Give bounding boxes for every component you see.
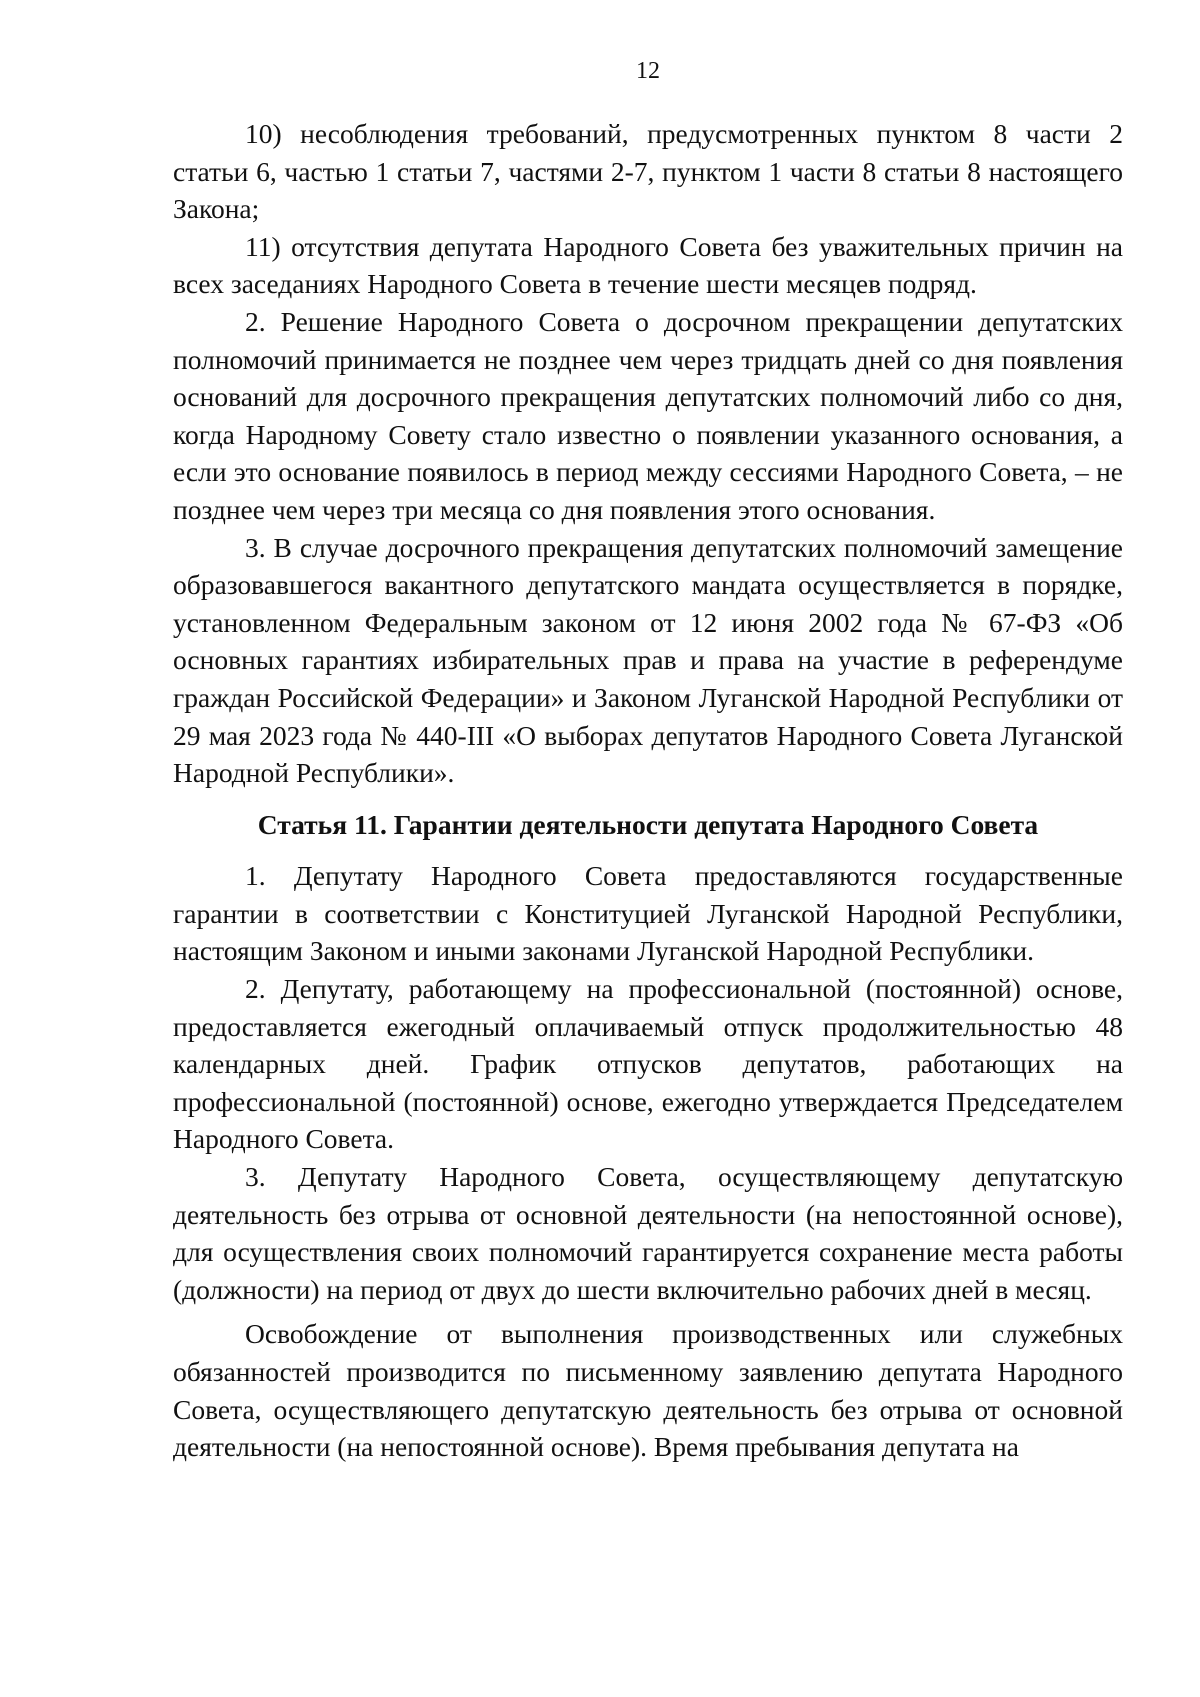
document-body xyxy=(173,115,1123,1466)
paragraph-item-11: 11) отсутствия депутата Народного Совета без уважительных причин на всех заседаниях Народного Совета в течение шести месяцев подряд. xyxy=(173,230,1123,300)
paragraph-release-from-duties: Освобождение от выполнения производственных или служебных обязанностей производится по письменному заявлению депутата Народного Совета, осуществляющего депутатскую деятельность без отрыва от основной деятельности (на непостоянной основе). Время пребывания депутата на xyxy=(173,1318,1123,1463)
paragraph-item-10: 10) несоблюдения требований, предусмотренных пунктом 8 части 2 статьи 6, частью 1 статьи 7, частями 2-7, пунктом 1 части 8 статьи 8 настоящего Закона; xyxy=(173,118,1123,225)
paragraph-article-part-3: 3. Депутату Народного Совета, осуществляющему депутатскую деятельность без отрыва от основной деятельности (на непостоянной основе), для осуществления своих полномочий гарантируется сохранение места работы (должности) на период от двух до шести включительно рабочих дней в месяц. xyxy=(173,1161,1123,1305)
paragraph-part-3: 3. В случае досрочного прекращения депутатских полномочий замещение образовавшегося вакантного депутатского мандата осуществляется в порядке, установленном Федеральным законом от 12 июня 2002 года № 67-ФЗ «Об основных гарантиях избирательных прав и права на участие в референдуме граждан Российской Федерации» и Законом Луганской Народной Республики от 29 мая 2023 года № 440-III «О выборах депутатов Народного Совета Луганской Народной Республики». xyxy=(173,531,1123,789)
article-heading: Статья 11. Гарантии деятельности депутата Народного Совета xyxy=(257,808,1039,840)
paragraph-article-part-2: 2. Депутату, работающему на профессиональной (постоянной) основе, предоставляется ежегодный оплачиваемый отпуск продолжительностью 48 календарных дней. График отпусков депутатов, работающих на профессиональной (постоянной) основе, ежегодно утверждается Председателем Народного Совета. xyxy=(173,973,1123,1155)
paragraph-part-2: 2. Решение Народного Совета о досрочном прекращении депутатских полномочий принимается не позднее чем через тридцать дней со дня появления оснований для досрочного прекращения депутатских полномочий либо со дня, когда Народному Совету стало известно о появлении указанного основания, а если это основание появилось в период между сессиями Народного Совета, – не позднее чем через три месяца со дня появления этого основания. xyxy=(173,305,1123,525)
paragraph-article-part-1: 1. Депутату Народного Совета предоставляются государственные гарантии в соответствии с Конституцией Луганской Народной Республики, настоящим Законом и иными законами Луганской Народной Республики. xyxy=(173,860,1123,967)
page-number: 12 xyxy=(636,58,660,84)
